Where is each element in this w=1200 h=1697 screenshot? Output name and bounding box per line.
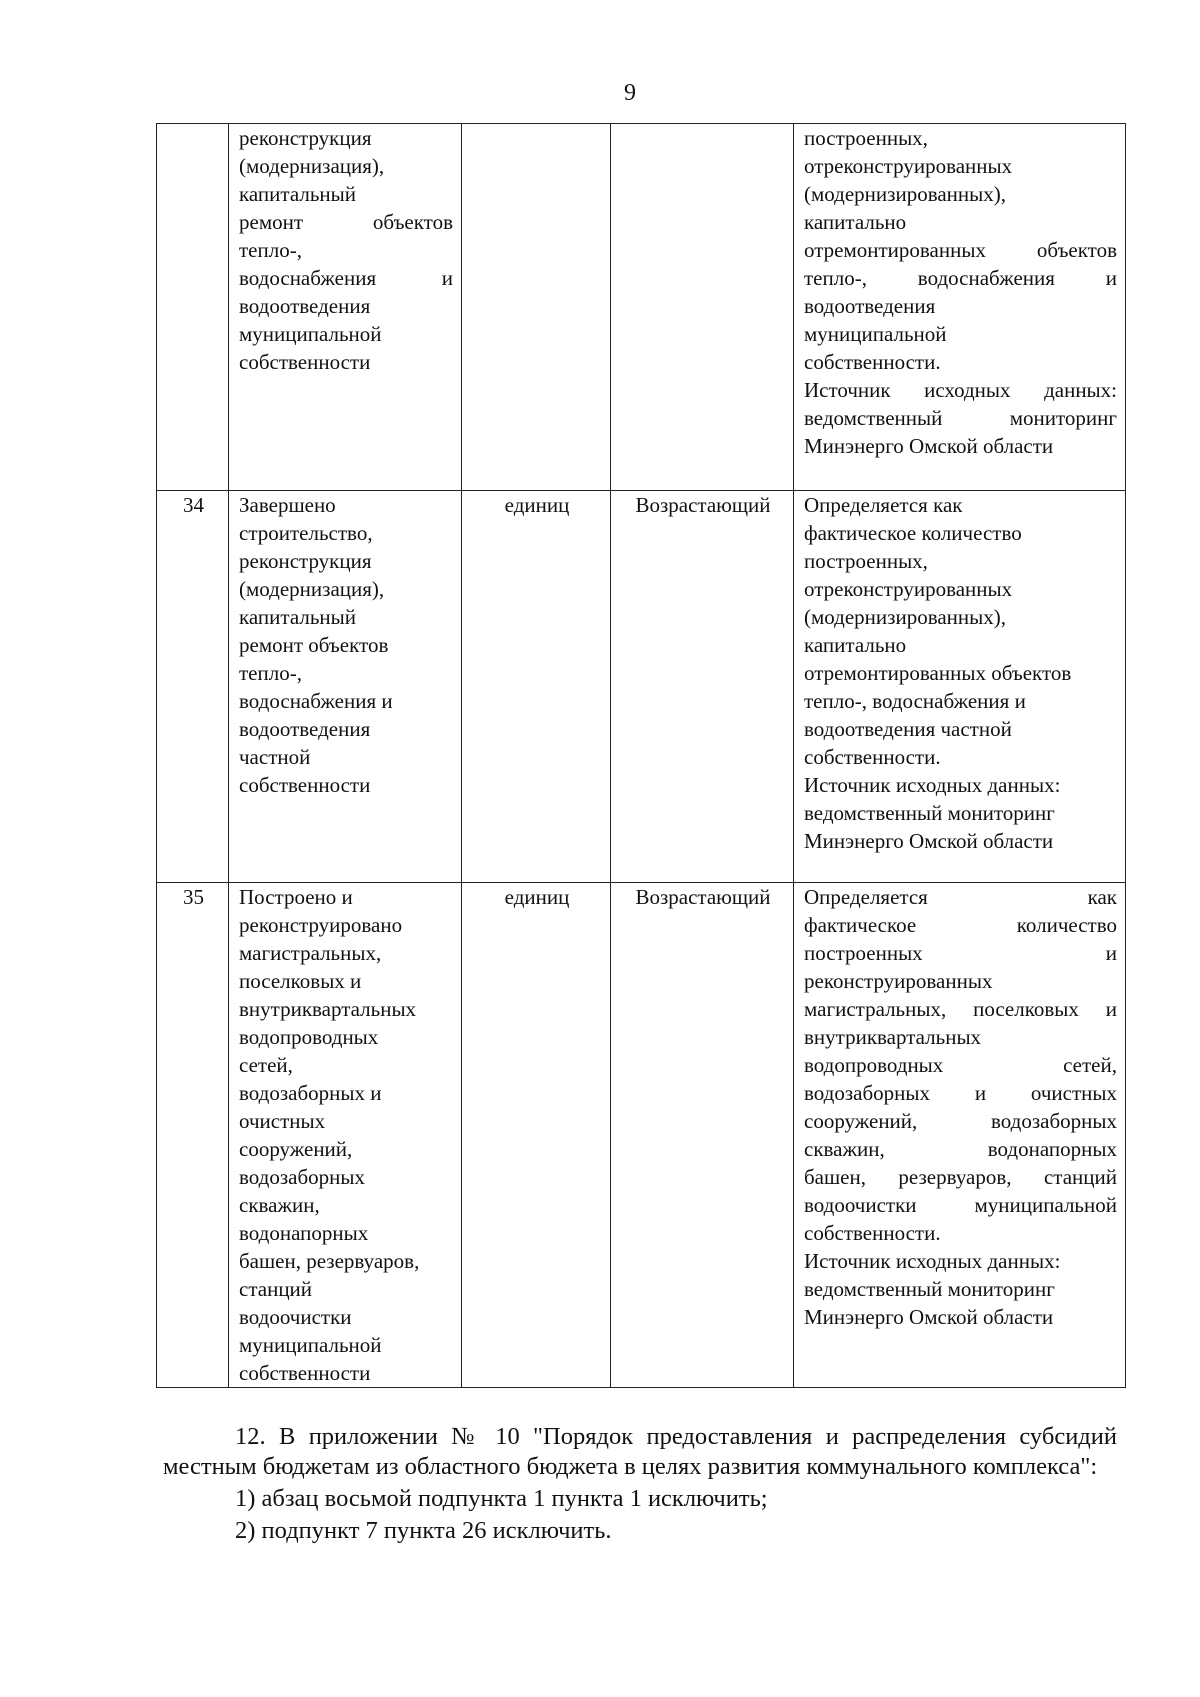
cell-line: Минэнерго Омской области [804,434,1054,458]
cell-line: (модернизация), [239,577,385,601]
cell-line: магистральных, поселковых и [804,997,1117,1021]
trend-cell [611,124,794,491]
indicator-name-cell [229,883,462,1388]
row-number-cell: 34 [157,491,229,883]
cell-line: муниципальной [804,322,947,346]
cell-line: водоочистки муниципальной [804,1193,1117,1217]
method-cell [794,124,1126,491]
table-row [157,883,1126,1388]
unit-cell [462,124,611,491]
cell-line: отремонтированных объектов [804,238,1117,262]
cell-line: отремонтированных объектов [804,661,1072,685]
cell-line: водозаборных и очистных [804,1081,1117,1105]
cell-line: реконструированных [804,969,993,993]
cell-line: капитальный [239,182,356,206]
cell-line: (модернизированных), [804,182,1006,206]
cell-line: водоотведения [239,294,371,318]
cell-line: водоснабжения и [239,689,393,713]
cell-line: ведомственный мониторинг [804,406,1117,430]
cell-line: частной [239,745,311,769]
cell-line: водопроводных [239,1025,379,1049]
cell-line: водоотведения частной [804,717,1012,741]
cell-line: внутриквартальных [239,997,417,1021]
cell-line: ремонт объектов [239,210,453,234]
list-item: 1) абзац восьмой подпункта 1 пункта 1 исключить; [235,1485,768,1512]
trend-cell: Возрастающий [611,883,794,1388]
cell-line: Источник исходных данных: [804,773,1061,797]
page-number: 9 [624,80,636,106]
cell-line: башен, резервуаров, [239,1249,420,1273]
cell-line: Источник исходных данных: [804,1249,1061,1273]
cell-line: реконструкция [239,126,372,150]
cell-line: собственности. [804,745,941,769]
cell-line: сооружений, водозаборных [804,1109,1117,1133]
cell-line: ведомственный мониторинг [804,801,1055,825]
cell-line: скважин, [239,1193,320,1217]
cell-line: собственности [239,350,371,374]
cell-line: водоотведения [804,294,936,318]
cell-line: водоочистки [239,1305,352,1329]
cell-line: скважин, водонапорных [804,1137,1117,1161]
cell-line: отреконструированных [804,577,1013,601]
list-item: 2) подпункт 7 пункта 26 исключить. [235,1517,612,1544]
table-row [157,491,1126,883]
cell-line: собственности. [804,350,941,374]
body-text [163,1422,1117,1546]
cell-line: муниципальной [239,322,382,346]
cell-line: сооружений, [239,1137,353,1161]
cell-line: муниципальной [239,1333,382,1357]
row-number-cell [157,124,229,491]
cell-line: башен, резервуаров, станций [804,1165,1117,1189]
cell-line: капитально [804,633,907,657]
cell-line: фактическое количество [804,913,1117,937]
cell-line: фактическое количество [804,521,1022,545]
cell-line: собственности [239,773,371,797]
cell-line: Определяется как [804,885,1117,909]
cell-line: станций [239,1277,313,1301]
table-row [157,124,1126,491]
cell-line: сетей, [239,1053,293,1077]
cell-line: водозаборных и [239,1081,382,1105]
cell-line: тепло-, [239,238,302,262]
cell-line: водоснабжения и [239,266,453,290]
method-cell [794,491,1126,883]
unit-cell: единиц [462,491,611,883]
cell-line: Минэнерго Омской области [804,829,1054,853]
indicator-name-cell [229,124,462,491]
cell-line: Построено и [239,885,353,909]
cell-line: тепло-, [239,661,302,685]
cell-line: капитально [804,210,907,234]
cell-line: Минэнерго Омской области [804,1305,1054,1329]
cell-line: водонапорных [239,1221,369,1245]
cell-line: Завершено [239,493,336,517]
cell-line: реконструкция [239,549,372,573]
cell-line: построенных, [804,126,928,150]
cell-line: внутриквартальных [804,1025,982,1049]
cell-line: построенных, [804,549,928,573]
cell-line: водопроводных сетей, [804,1053,1117,1077]
cell-line: реконструировано [239,913,403,937]
cell-line: поселковых и [239,969,362,993]
cell-line: отреконструированных [804,154,1013,178]
method-cell [794,883,1126,1388]
cell-line: магистральных, [239,941,382,965]
paragraph-12: 12. В приложении № 10 "Порядок предоставления и распределения субсидий местным бюджетам из областного бюджета в целях развития коммунального комплекса": [163,1423,1117,1480]
cell-line: Определяется как [804,493,963,517]
indicators-table [156,123,1126,1388]
cell-line: (модернизация), [239,154,385,178]
cell-line: Источник исходных данных: [804,378,1117,402]
row-number-cell: 35 [157,883,229,1388]
cell-line: водозаборных [239,1165,365,1189]
cell-line: тепло-, водоснабжения и [804,689,1026,713]
cell-line: собственности [239,1361,371,1385]
cell-line: водоотведения [239,717,371,741]
cell-line: ведомственный мониторинг [804,1277,1055,1301]
cell-line: капитальный [239,605,356,629]
cell-line: очистных [239,1109,326,1133]
cell-line: ремонт объектов [239,633,389,657]
cell-line: строительство, [239,521,373,545]
indicator-name-cell [229,491,462,883]
cell-line: (модернизированных), [804,605,1006,629]
unit-cell: единиц [462,883,611,1388]
cell-line: тепло-, водоснабжения и [804,266,1117,290]
cell-line: построенных и [804,941,1117,965]
trend-cell: Возрастающий [611,491,794,883]
cell-line: собственности. [804,1221,941,1245]
